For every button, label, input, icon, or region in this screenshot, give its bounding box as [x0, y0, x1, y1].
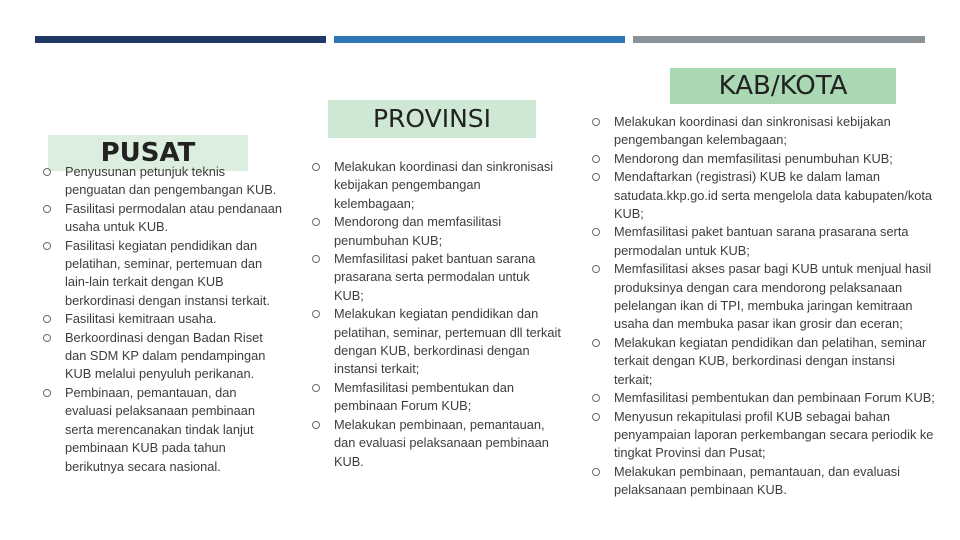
- list-item: [591, 113, 936, 150]
- circle-bullet-icon: [592, 339, 600, 347]
- circle-bullet-icon: [312, 255, 320, 263]
- list-item-text: Melakukan koordinasi dan sinkronisasi kebijakan pengembangan kelembagaan;: [614, 114, 891, 148]
- list-item-text: Melakukan kegiatan pendidikan dan pelatihan, seminar, pertemuan dll terkait dengan KUB, berkordinasi dengan instansi terkait;: [334, 306, 561, 377]
- kabkota-list: [591, 113, 936, 500]
- circle-bullet-icon: [43, 242, 51, 250]
- pusat-heading: PUSAT: [48, 135, 248, 171]
- list-item-text: Memfasilitasi pembentukan dan pembinaan Forum KUB;: [334, 379, 514, 414]
- list-item-text: Melakukan kegiatan pendidikan dan pelatihan, seminar terkait dengan KUB, berkordinasi dengan instansi terkait;: [614, 334, 927, 387]
- list-item-text: Mendaftarkan (registrasi) KUB ke dalam laman satudata.kkp.go.id serta mengelola data kabupaten/kota KUB;: [614, 169, 933, 222]
- pusat-list: [42, 163, 282, 476]
- circle-bullet-icon: [312, 218, 320, 226]
- provinsi-heading: PROVINSI: [328, 100, 536, 138]
- list-item-text: Melakukan pembinaan, pemantauan, dan evaluasi pelaksanaan pembinaan KUB.: [614, 463, 900, 498]
- circle-bullet-icon: [43, 334, 51, 342]
- list-item: [311, 305, 561, 379]
- list-item: [591, 389, 936, 407]
- list-item-text: Memfasilitasi paket bantuan sarana prasarana serta permodalan untuk KUB;: [334, 251, 536, 303]
- list-item-text: Memfasilitasi pembentukan dan pembinaan Forum KUB;: [614, 390, 935, 406]
- list-item: [42, 237, 282, 311]
- list-item-text: Melakukan koordinasi dan sinkronisasi kebijakan pengembangan kelembagaan;: [334, 159, 554, 211]
- list-item: [42, 329, 282, 384]
- header-bar-blue: [334, 36, 625, 43]
- list-item: [591, 408, 936, 463]
- list-item-text: Fasilitasi kegiatan pendidikan dan pelatihan, seminar, pertemuan dan lain-lain terkait dengan KUB berkordinasi dengan instansi terkait.: [65, 237, 270, 308]
- list-item: [591, 223, 936, 260]
- list-item: [42, 310, 282, 328]
- header-bar-gray: [633, 36, 925, 43]
- list-item: [591, 260, 936, 334]
- kabkota-heading: KAB/KOTA: [670, 68, 896, 104]
- circle-bullet-icon: [312, 310, 320, 318]
- circle-bullet-icon: [592, 228, 600, 236]
- list-item: [591, 150, 936, 168]
- circle-bullet-icon: [592, 118, 600, 126]
- list-item: [311, 158, 561, 213]
- list-item-text: Memfasilitasi paket bantuan sarana prasarana serta permodalan untuk KUB;: [614, 224, 909, 258]
- list-item: [42, 163, 282, 200]
- circle-bullet-icon: [592, 394, 600, 402]
- circle-bullet-icon: [592, 413, 600, 421]
- list-item: [42, 200, 282, 237]
- list-item: [311, 379, 561, 416]
- list-item: [311, 416, 561, 471]
- list-item-text: Fasilitasi kemitraan usaha.: [65, 311, 217, 327]
- list-item: [591, 334, 936, 389]
- circle-bullet-icon: [312, 421, 320, 429]
- list-item-text: Melakukan pembinaan, pemantauan, dan evaluasi pelaksanaan pembinaan KUB.: [334, 416, 549, 469]
- provinsi-list: [311, 158, 561, 471]
- header-bar-navy: [35, 36, 326, 43]
- circle-bullet-icon: [43, 315, 51, 323]
- circle-bullet-icon: [592, 468, 600, 476]
- circle-bullet-icon: [312, 384, 320, 392]
- list-item-text: Menyusun rekapitulasi profil KUB sebagai bahan penyampaian laporan perkembangan secara periodik ke tingkat Provinsi dan Pusat;: [614, 408, 934, 461]
- circle-bullet-icon: [43, 168, 51, 176]
- list-item-text: Berkoordinasi dengan Badan Riset dan SDM KP dalam pendampingan KUB melalui penyuluh perikanan.: [65, 329, 266, 382]
- list-item-text: Pembinaan, pemantauan, dan evaluasi pelaksanaan pembinaan serta merencanakan tindak lanjut pembinaan KUB pada tahun berikutnya secara nasional.: [65, 384, 255, 474]
- list-item: [311, 213, 561, 250]
- circle-bullet-icon: [592, 173, 600, 181]
- list-item-text: Mendorong dan memfasilitasi penumbuhan KUB;: [614, 150, 893, 166]
- circle-bullet-icon: [592, 155, 600, 163]
- list-item: [42, 384, 282, 476]
- list-item: [591, 168, 936, 223]
- list-item-text: Memfasilitasi akses pasar bagi KUB untuk menjual hasil produksinya dengan cara mendorong pelaksanaan pelelangan ikan di TPI, membuka jaringan kemitraan usaha dan membuka pasar ikan grosir dan eceran;: [614, 261, 932, 332]
- circle-bullet-icon: [43, 389, 51, 397]
- list-item-text: Fasilitasi permodalan atau pendanaan usaha untuk KUB.: [65, 200, 282, 235]
- circle-bullet-icon: [312, 163, 320, 171]
- list-item-text: Penyusunan petunjuk teknis penguatan dan pengembangan KUB.: [65, 164, 277, 198]
- list-item-text: Mendorong dan memfasilitasi penumbuhan KUB;: [334, 214, 502, 248]
- circle-bullet-icon: [592, 265, 600, 273]
- list-item: [591, 463, 936, 500]
- list-item: [311, 250, 561, 305]
- circle-bullet-icon: [43, 205, 51, 213]
